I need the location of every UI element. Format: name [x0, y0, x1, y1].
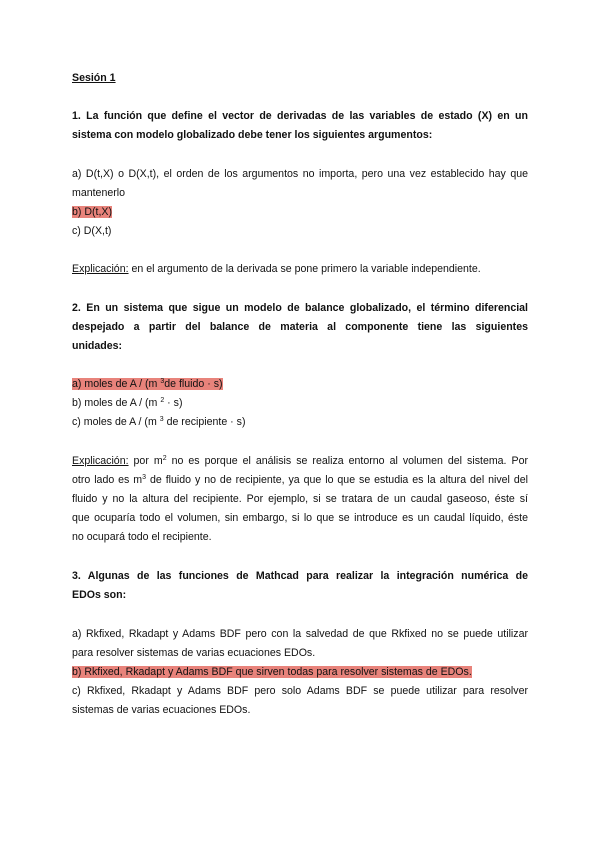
- q2-expl-line2-sup: 3: [142, 474, 147, 481]
- q2-title-line3: unidades:: [72, 340, 123, 352]
- q1-title-line1: 1. La función que define el vector de derivadas de las variables de estado (X) en un: [72, 110, 528, 122]
- q2-option-a: [72, 377, 528, 391]
- q3-title-line2: EDOs son:: [72, 589, 127, 601]
- q2-option-c-sup: 3: [159, 416, 164, 423]
- q3-option-c-line1: c) Rkfixed, Rkadapt y Adams BDF pero solo Adams BDF se puede utilizar para resolver: [72, 685, 528, 697]
- q2-option-a-sup: 3: [160, 378, 165, 385]
- q3-option-c-line2: sistemas de varias ecuaciones EDOs.: [72, 704, 251, 716]
- q2-explanation-line4: que ocuparía todo el volumen, sin embargo, si lo que se introduce es un caudal líquido, éste: [72, 512, 528, 524]
- q2-option-b-post: · s): [164, 397, 183, 409]
- q1-option-a-line1: a) D(t,X) o D(X,t), el orden de los argumentos no importa, pero una vez establecido hay que: [72, 168, 528, 180]
- q1-explanation-label: Explicación:: [72, 263, 129, 275]
- q2-option-b-sup: 2: [160, 397, 165, 404]
- q3-option-b-highlight: b) Rkfixed, Rkadapt y Adams BDF que sirven todas para resolver sistemas de EDOs.: [72, 666, 472, 678]
- q2-explanation-label: Explicación:: [72, 455, 129, 467]
- q2-title-line1: 2. En un sistema que sigue un modelo de balance globalizado, el término diferencial: [72, 302, 528, 314]
- q2-expl-line1-sup: 2: [162, 455, 167, 462]
- q3-option-a-line2: para resolver sistemas de varias ecuaciones EDOs.: [72, 647, 316, 659]
- q2-option-a-pre: a) moles de A / (m: [72, 378, 161, 390]
- q1-option-c: c) D(X,t): [72, 225, 112, 237]
- q2-expl-line2-pre: otro lado es m: [72, 474, 143, 486]
- q3-option-a-line1: a) Rkfixed, Rkadapt y Adams BDF pero con la salvedad de que Rkfixed no se puede utilizar: [72, 628, 528, 640]
- q2-option-c: [72, 415, 528, 429]
- q1-explanation: [72, 262, 528, 276]
- q3-title-line1: 3. Algunas de las funciones de Mathcad para realizar la integración numérica de: [72, 570, 528, 582]
- q1-title-line2: sistema con modelo globalizado debe tener los siguientes argumentos:: [72, 129, 433, 141]
- q2-explanation-line1: [72, 454, 528, 468]
- q2-option-c-pre: c) moles de A / (m: [72, 416, 160, 428]
- q2-option-a-highlight: [72, 378, 223, 390]
- q1-explanation-text: en el argumento de la derivada se pone primero la variable independiente.: [128, 263, 481, 275]
- q2-option-b-pre: b) moles de A / (m: [72, 397, 161, 409]
- q2-expl-line1-pre: por m: [128, 455, 163, 467]
- q1-option-a-line2: mantenerlo: [72, 187, 125, 199]
- q2-expl-line2-post: de fluido y no de recipiente, ya que lo que se estudia es la altura del nivel del: [146, 474, 528, 486]
- q1-option-b-highlight: b) D(t,X): [72, 206, 113, 218]
- q2-option-b: [72, 396, 528, 410]
- q3-option-b: [72, 665, 528, 679]
- session-title: Sesión 1: [72, 72, 116, 84]
- q2-explanation-line5: no ocupará todo el recipiente.: [72, 531, 212, 543]
- q2-expl-line1-post: no es porque el análisis se realiza entorno al volumen del sistema. Por: [166, 455, 528, 467]
- q2-option-a-post: de fluido · s): [164, 378, 223, 390]
- q2-explanation-line3: fluido y no la altura del recipiente. Por ejemplo, si se tratara de un caudal gaseoso, éste sí: [72, 493, 528, 505]
- q2-option-c-post: de recipiente · s): [163, 416, 246, 428]
- q1-option-b: [72, 205, 528, 219]
- q2-explanation-line2: [72, 473, 528, 487]
- q2-title-line2: despejado a partir del balance de materia al componente tiene las siguientes: [72, 321, 528, 333]
